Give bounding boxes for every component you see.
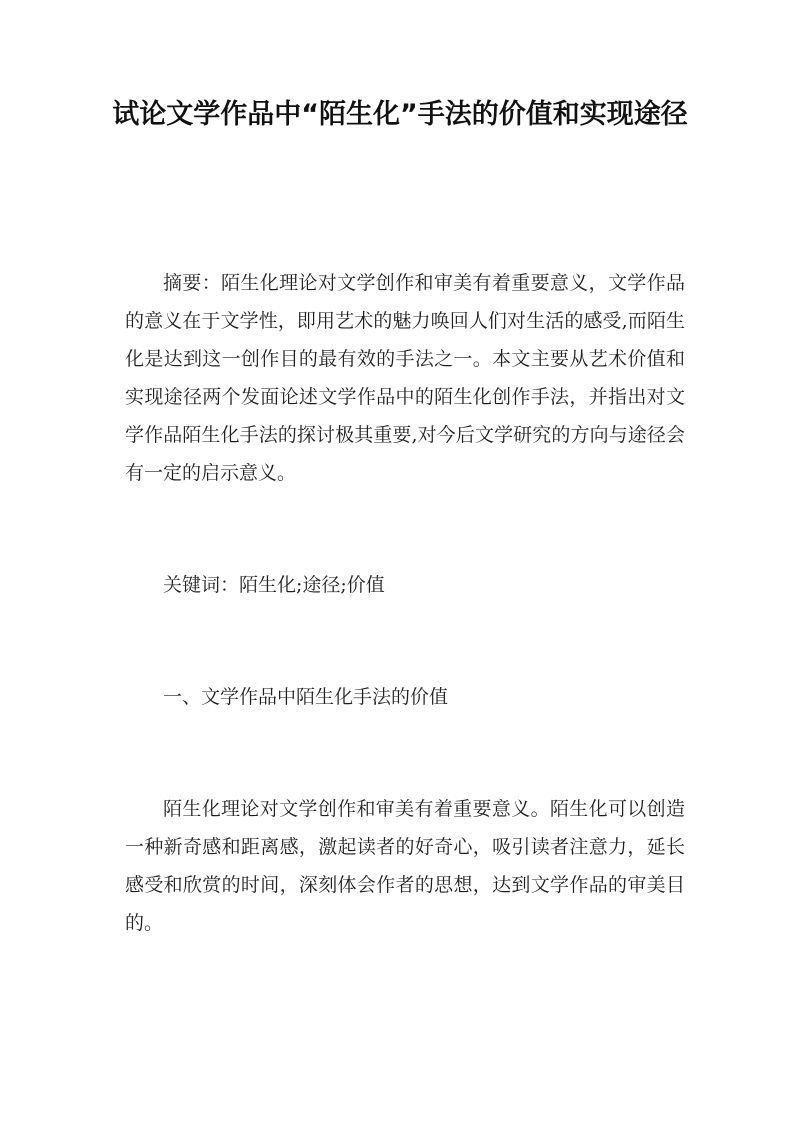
- body-paragraph: 陌生化理论对文学创作和审美有着重要意义。陌生化可以创造一种新奇感和距离感，激起读者的好奇心，吸引读者注意力，延长感受和欣赏的时间，深刻体会作者的思想，达到文学作品的审美目的。: [125, 798, 685, 934]
- document-title: 试论文学作品中“陌生化”手法的价值和实现途径: [112, 99, 688, 130]
- section-heading: 一、文学作品中陌生化手法的价值: [163, 686, 449, 708]
- abstract-paragraph: 摘要：陌生化理论对文学创作和审美有着重要意义，文学作品的意义在于文学性，即用艺术的魅力唤回人们对生活的感受,而陌生化是达到这一创作目的最有效的手法之一。本文主要从艺术价值和实现途径两个发面论述文学作品中的陌生化创作手法，并指出对文学作品陌生化手法的探讨极其重要,对今后文学研究的方向与途径会有一定的启示意义。: [125, 272, 685, 484]
- keywords-line: 关键词：陌生化;途径;价值: [163, 574, 385, 596]
